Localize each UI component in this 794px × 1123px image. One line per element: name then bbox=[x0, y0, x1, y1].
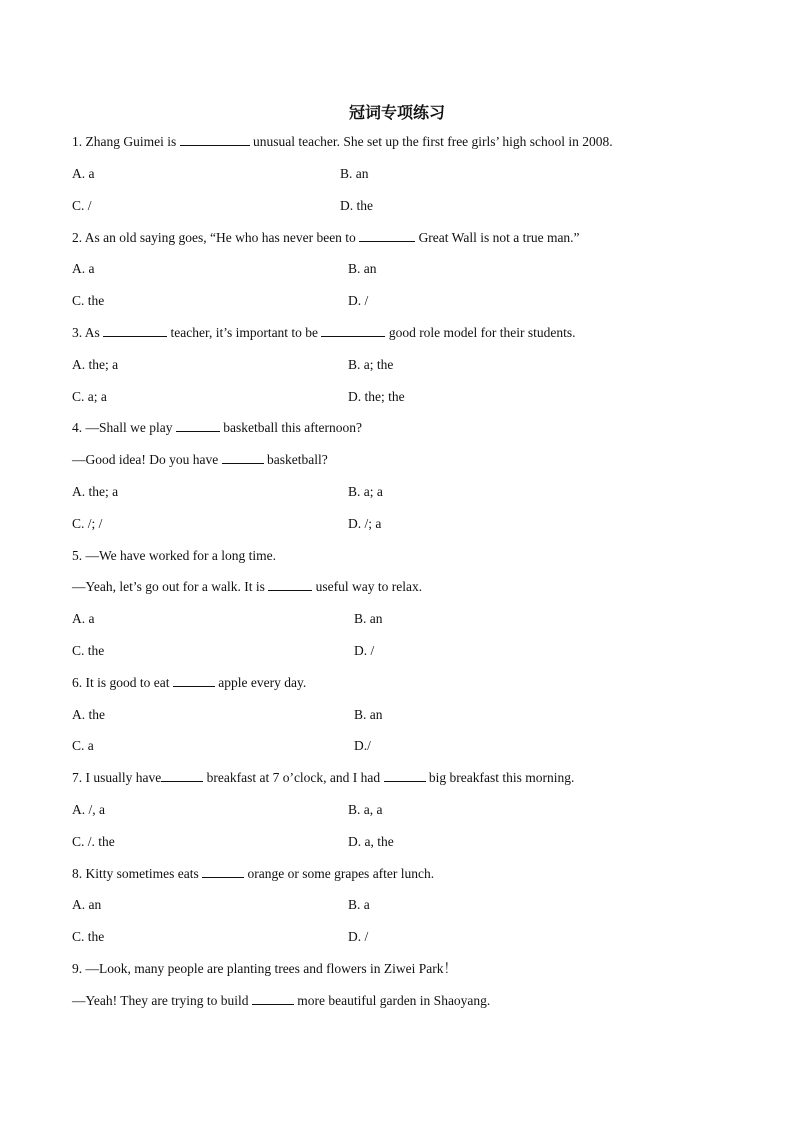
answer-blank[interactable] bbox=[252, 991, 294, 1005]
question-4-option-d[interactable]: D. /; a bbox=[348, 516, 382, 531]
question-8-option-a[interactable]: A. an bbox=[72, 897, 102, 912]
page-title: 冠词专项练习 bbox=[348, 103, 445, 122]
question-4-option-c[interactable]: C. /; / bbox=[72, 516, 103, 531]
question-1-option-d[interactable]: D. the bbox=[340, 198, 373, 213]
question-2-option-d[interactable]: D. / bbox=[348, 293, 369, 308]
question-1-option-a[interactable]: A. a bbox=[72, 166, 95, 181]
question-1-option-c[interactable]: C. / bbox=[72, 198, 92, 213]
question-3-stem: 3. As teacher, it’s important to be good role model for their students. bbox=[72, 325, 576, 340]
question-5-option-b[interactable]: B. an bbox=[354, 611, 383, 626]
question-8-option-b[interactable]: B. a bbox=[348, 897, 370, 912]
question-7-option-c[interactable]: C. /. the bbox=[72, 834, 115, 849]
question-3-option-d[interactable]: D. the; the bbox=[348, 389, 405, 404]
question-9-stem: 9. —Look, many people are planting trees and flowers in Ziwei Park！ bbox=[72, 961, 458, 976]
answer-blank[interactable] bbox=[321, 323, 385, 337]
question-7-option-a[interactable]: A. /, a bbox=[72, 802, 105, 817]
question-5-option-c[interactable]: C. the bbox=[72, 643, 105, 658]
question-6-option-d[interactable]: D./ bbox=[354, 738, 371, 753]
question-2-option-b[interactable]: B. an bbox=[348, 261, 377, 276]
answer-blank[interactable] bbox=[202, 864, 244, 878]
question-9-stem-reply: —Yeah! They are trying to build more beautiful garden in Shaoyang. bbox=[72, 993, 491, 1008]
answer-blank[interactable] bbox=[161, 768, 203, 782]
question-6-option-b[interactable]: B. an bbox=[354, 707, 383, 722]
question-4-option-a[interactable]: A. the; a bbox=[72, 484, 119, 499]
answer-blank[interactable] bbox=[222, 450, 264, 464]
question-8-stem: 8. Kitty sometimes eats orange or some grapes after lunch. bbox=[72, 866, 435, 881]
answer-blank[interactable] bbox=[359, 228, 415, 242]
question-3-option-b[interactable]: B. a; the bbox=[348, 357, 394, 372]
question-5-option-d[interactable]: D. / bbox=[354, 643, 375, 658]
question-5-stem-reply: —Yeah, let’s go out for a walk. It is useful way to relax. bbox=[72, 579, 423, 594]
question-8-option-d[interactable]: D. / bbox=[348, 929, 369, 944]
question-7-option-b[interactable]: B. a, a bbox=[348, 802, 383, 817]
answer-blank[interactable] bbox=[103, 323, 167, 337]
question-2-option-a[interactable]: A. a bbox=[72, 261, 95, 276]
question-7-stem: 7. I usually have breakfast at 7 o’clock, and I had big breakfast this morning. bbox=[72, 770, 575, 785]
question-8-option-c[interactable]: C. the bbox=[72, 929, 105, 944]
question-6-option-c[interactable]: C. a bbox=[72, 738, 94, 753]
answer-blank[interactable] bbox=[384, 768, 426, 782]
question-1-stem: 1. Zhang Guimei is unusual teacher. She set up the first free girls’ high school in 2008. bbox=[72, 134, 613, 149]
question-6-stem: 6. It is good to eat apple every day. bbox=[72, 675, 307, 690]
question-5-option-a[interactable]: A. a bbox=[72, 611, 95, 626]
answer-blank[interactable] bbox=[180, 132, 250, 146]
question-2-stem: 2. As an old saying goes, “He who has never been to Great Wall is not a true man.” bbox=[72, 230, 580, 245]
answer-blank[interactable] bbox=[173, 673, 215, 687]
answer-blank[interactable] bbox=[176, 418, 220, 432]
question-6-option-a[interactable]: A. the bbox=[72, 707, 105, 722]
question-5-stem: 5. —We have worked for a long time. bbox=[72, 548, 276, 563]
question-7-option-d[interactable]: D. a, the bbox=[348, 834, 394, 849]
question-3-option-c[interactable]: C. a; a bbox=[72, 389, 107, 404]
question-4-option-b[interactable]: B. a; a bbox=[348, 484, 383, 499]
question-2-option-c[interactable]: C. the bbox=[72, 293, 105, 308]
question-4-stem-reply: —Good idea! Do you have basketball? bbox=[72, 452, 328, 467]
answer-blank[interactable] bbox=[268, 577, 312, 591]
question-3-option-a[interactable]: A. the; a bbox=[72, 357, 119, 372]
question-1-option-b[interactable]: B. an bbox=[340, 166, 369, 181]
question-4-stem: 4. —Shall we play basketball this afternoon? bbox=[72, 420, 362, 435]
